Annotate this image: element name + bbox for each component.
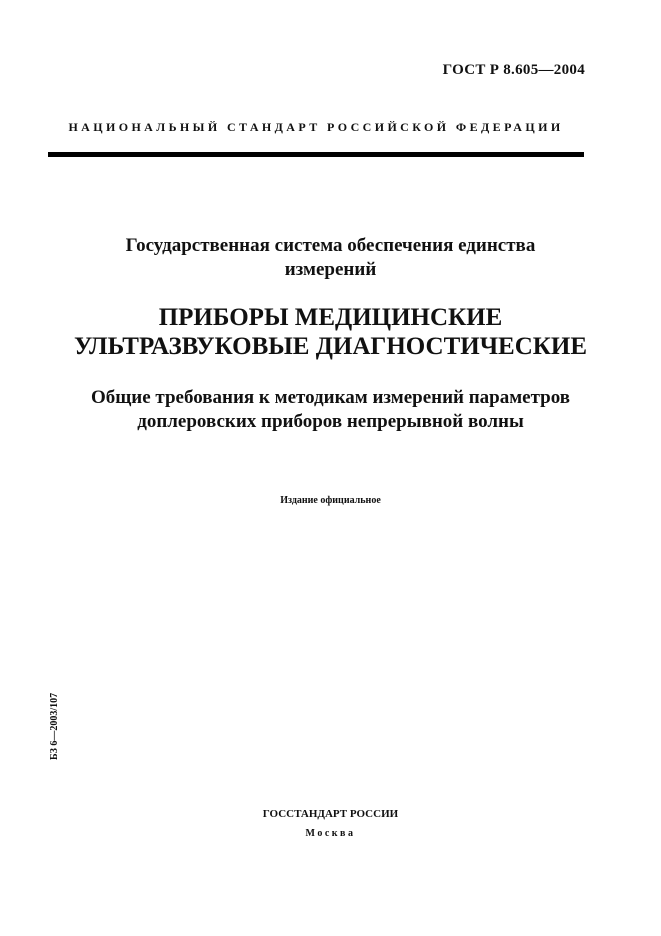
publisher: ГОССТАНДАРТ РОССИИ [262,808,399,820]
edition-note: Издание официальное [280,495,381,506]
document-subtitle [40,386,621,434]
subtitle-line-2: доплеровских приборов непрерывной волны [137,411,524,432]
main-title-line-1: ПРИБОРЫ МЕДИЦИНСКИЕ [158,304,503,331]
side-code: БЗ 6—2003/107 [49,692,60,760]
national-standard-heading: НАЦИОНАЛЬНЫЙ СТАНДАРТ РОССИЙСКОЙ ФЕДЕРАЦИИ [68,120,564,134]
series-title-line-2: измерений [284,259,377,280]
series-title [60,234,601,282]
standard-number: ГОСТ Р 8.605—2004 [442,62,585,78]
main-title-line-2: УЛЬТРАЗВУКОВЫЕ ДИАГНОСТИЧЕСКИЕ [73,333,588,360]
main-title [40,303,621,361]
header-divider [48,152,584,157]
publication-city: Москва [305,828,356,839]
subtitle-line-1: Общие требования к методикам измерений параметров [90,387,571,408]
series-title-line-1: Государственная система обеспечения единства [125,235,536,256]
